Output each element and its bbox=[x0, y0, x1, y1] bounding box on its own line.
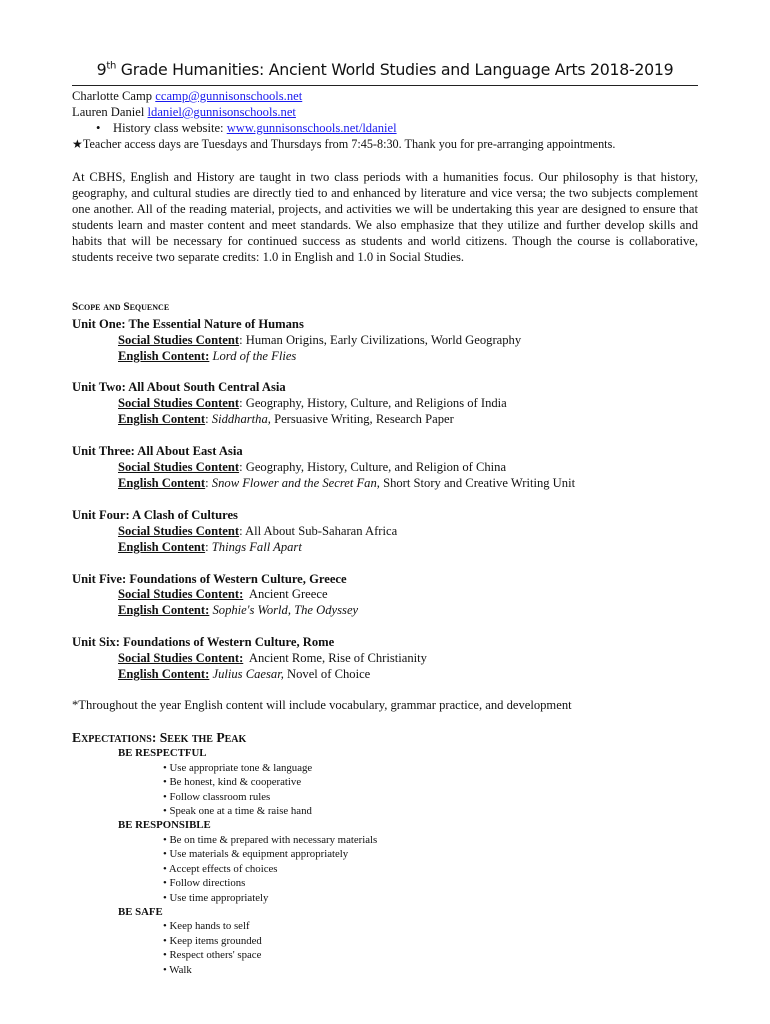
title-number: 9 bbox=[96, 60, 107, 79]
english-label: English Content: bbox=[118, 603, 210, 617]
email-link-camp[interactable]: ccamp@gunnisonschools.net bbox=[155, 89, 303, 103]
sep: : bbox=[239, 460, 246, 474]
english-title: Sophie's World, The Odyssey bbox=[212, 603, 359, 617]
contact-camp bbox=[72, 88, 302, 104]
unit-title: Unit Six: Foundations of Western Culture, Rome bbox=[72, 635, 335, 649]
intro-paragraph: At CBHS, English and History are taught in two class periods with a humanities focus. Our philosophy is that history, geography, and cultural studies are directly tied to and enhanced by literature and vice versa; the two subjects complement one another. All of the reading material, projects, and activities we will be undertaking this year are designed to ensure that students learn and master content and meet standards. We also emphasize that they utilize and further develop skills and habits that will be necessary for continued success as students and world citizens. Though the course is collaborative, students receive two separate credits: 1.0 in English and 1.0 in Social Studies. bbox=[72, 170, 698, 265]
sep: : bbox=[205, 412, 212, 426]
sep: : bbox=[205, 476, 212, 490]
sep: : bbox=[239, 396, 246, 410]
social-content: Ancient Rome, Rise of Christianity bbox=[248, 651, 427, 665]
website-line bbox=[96, 120, 397, 136]
list-item: • Respect others' space bbox=[163, 949, 262, 961]
category-safe: BE SAFE bbox=[118, 906, 163, 918]
english-rest: Novel of Choice bbox=[283, 667, 371, 681]
unit-title: Unit Four: A Clash of Cultures bbox=[72, 508, 238, 522]
unit-title: Unit One: The Essential Nature of Humans bbox=[72, 317, 304, 331]
social-content: Geography, History, Culture, and Religion of China bbox=[245, 460, 507, 474]
english-line bbox=[118, 348, 296, 364]
list-item: • Follow directions bbox=[163, 877, 246, 889]
social-line bbox=[118, 523, 397, 539]
sep: : bbox=[239, 333, 246, 347]
english-line bbox=[118, 666, 370, 682]
scope-heading: Scope and Sequence bbox=[72, 301, 170, 313]
english-title: Siddhartha, bbox=[211, 412, 271, 426]
english-line bbox=[118, 602, 358, 618]
list-item: • Accept effects of choices bbox=[163, 863, 278, 875]
expectations-heading: Expectations: Seek the Peak bbox=[72, 730, 247, 745]
list-item: • Follow classroom rules bbox=[163, 791, 271, 803]
social-content: All About Sub-Saharan Africa bbox=[245, 524, 398, 538]
list-item: • Be on time & prepared with necessary materials bbox=[163, 834, 378, 846]
english-label: English Content: bbox=[118, 667, 210, 681]
website-label: History class website: bbox=[113, 121, 227, 135]
social-label: Social Studies Content bbox=[118, 587, 240, 601]
list-item: • Speak one at a time & raise hand bbox=[163, 805, 312, 817]
english-line bbox=[118, 539, 302, 555]
english-line bbox=[118, 475, 575, 491]
social-label: Social Studies Content bbox=[118, 524, 240, 538]
english-rest: , Short Story and Creative Writing Unit bbox=[376, 476, 576, 490]
english-title: Julius Caesar, bbox=[212, 667, 284, 681]
social-label: Social Studies Content bbox=[118, 333, 240, 347]
footnote: *Throughout the year English content will include vocabulary, grammar practice, and development bbox=[72, 698, 572, 712]
title-text: Grade Humanities: Ancient World Studies and Language Arts 2018-2019 bbox=[116, 60, 674, 79]
english-label: English Content: bbox=[118, 349, 210, 363]
social-label: Social Studies Content bbox=[118, 396, 240, 410]
contact-daniel bbox=[72, 104, 296, 120]
english-label: English Content bbox=[118, 412, 206, 426]
category-respectful: BE RESPECTFUL bbox=[118, 747, 207, 759]
unit-title: Unit Three: All About East Asia bbox=[72, 444, 243, 458]
social-line: Social Studies Content: Ancient Greece bbox=[118, 587, 328, 601]
list-item: • Keep items grounded bbox=[163, 935, 262, 947]
english-title: Lord of the Flies bbox=[212, 349, 297, 363]
english-label: English Content bbox=[118, 540, 206, 554]
unit-title: Unit Five: Foundations of Western Culture, Greece bbox=[72, 572, 347, 586]
contact-name: Charlotte Camp bbox=[72, 89, 153, 103]
social-content: Geography, History, Culture, and Religions of India bbox=[245, 396, 507, 410]
list-item: • Keep hands to self bbox=[163, 920, 250, 932]
title-rule bbox=[72, 85, 698, 86]
website-link[interactable]: www.gunnisonschools.net/ldaniel bbox=[226, 121, 397, 135]
social-label: Social Studies Content bbox=[118, 651, 240, 665]
access-note: ★Teacher access days are Tuesdays and Thursdays from 7:45-8:30. Thank you for pre-arranging appointments. bbox=[72, 137, 616, 151]
english-title: Snow Flower and the Secret Fan bbox=[211, 476, 377, 490]
social-content: Ancient Greece bbox=[248, 587, 328, 601]
title-superscript: th bbox=[106, 60, 117, 72]
page-title bbox=[72, 60, 698, 79]
sep: : bbox=[239, 524, 246, 538]
email-link-daniel[interactable]: ldaniel@gunnisonschools.net bbox=[147, 105, 296, 119]
category-responsible: BE RESPONSIBLE bbox=[118, 819, 211, 831]
unit-title: Unit Two: All About South Central Asia bbox=[72, 380, 286, 394]
social-content: Human Origins, Early Civilizations, World Geography bbox=[245, 333, 522, 347]
list-item: • Use time appropriately bbox=[163, 892, 269, 904]
list-item: • Use materials & equipment appropriately bbox=[163, 848, 349, 860]
list-item: • Be honest, kind & cooperative bbox=[163, 776, 302, 788]
english-line bbox=[118, 411, 454, 427]
english-title: Things Fall Apart bbox=[211, 540, 302, 554]
social-line bbox=[118, 459, 506, 475]
sep: : bbox=[205, 540, 212, 554]
social-line bbox=[118, 332, 521, 348]
list-item: • Use appropriate tone & language bbox=[163, 762, 313, 774]
social-line bbox=[118, 395, 507, 411]
social-label: Social Studies Content bbox=[118, 460, 240, 474]
contact-name: Lauren Daniel bbox=[72, 105, 145, 119]
english-rest: Persuasive Writing, Research Paper bbox=[270, 412, 454, 426]
bullet-icon: • bbox=[96, 121, 101, 135]
list-item: • Walk bbox=[163, 964, 192, 976]
social-line: Social Studies Content: Ancient Rome, Rise of Christianity bbox=[118, 651, 427, 665]
english-label: English Content bbox=[118, 476, 206, 490]
